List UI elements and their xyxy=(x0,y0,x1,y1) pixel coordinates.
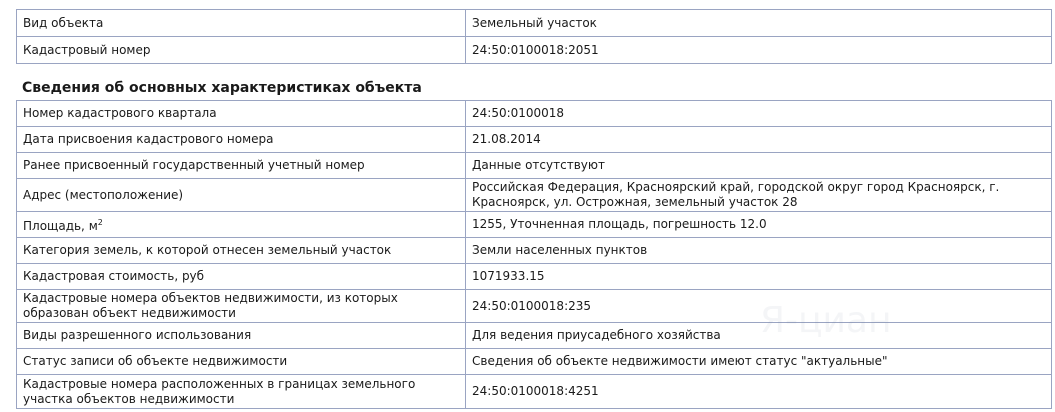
table-row xyxy=(17,212,1052,238)
record-status-label: Статус записи об объекте недвижимости xyxy=(17,349,466,375)
land-category-label: Категория земель, к которой отнесен земельный участок xyxy=(17,238,466,264)
section-title: Сведения об основных характеристиках объекта xyxy=(22,80,422,96)
table-row xyxy=(17,323,1052,349)
area-value: 1255, Уточненная площадь, погрешность 12.0 xyxy=(466,212,1052,238)
area-label-superscript: 2 xyxy=(97,218,103,227)
cadastral-number-value: 24:50:0100018:2051 xyxy=(466,37,1052,64)
cadastral-value-label: Кадастровая стоимость, руб xyxy=(17,264,466,290)
table-row xyxy=(17,101,1052,127)
located-objects-value: 24:50:0100018:4251 xyxy=(466,375,1052,409)
located-objects-label: Кадастровые номера расположенных в границах земельного участка объектов недвижимости xyxy=(17,375,466,409)
assignment-date-label: Дата присвоения кадастрового номера xyxy=(17,127,466,153)
area-label xyxy=(17,212,466,238)
table-row xyxy=(17,375,1052,409)
table-row xyxy=(17,10,1052,37)
address-label: Адрес (местоположение) xyxy=(17,179,466,212)
land-category-value: Земли населенных пунктов xyxy=(466,238,1052,264)
previous-number-label: Ранее присвоенный государственный учетный номер xyxy=(17,153,466,179)
area-label-text: Площадь, м xyxy=(23,219,98,233)
table-row xyxy=(17,290,1052,323)
table-row xyxy=(17,264,1052,290)
record-status-value: Сведения об объекте недвижимости имеют статус "актуальные" xyxy=(466,349,1052,375)
cadastral-number-label: Кадастровый номер xyxy=(17,37,466,64)
assignment-date-value: 21.08.2014 xyxy=(466,127,1052,153)
source-objects-label: Кадастровые номера объектов недвижимости, из которых образован объект недвижимости xyxy=(17,290,466,323)
address-value: Российская Федерация, Красноярский край, городской округ город Красноярск, г. Красноярск, ул. Острожная, земельный участок 28 xyxy=(466,179,1052,212)
table-row xyxy=(17,238,1052,264)
table-row xyxy=(17,127,1052,153)
table-row xyxy=(17,153,1052,179)
object-type-label: Вид объекта xyxy=(17,10,466,37)
previous-number-value: Данные отсутствуют xyxy=(466,153,1052,179)
table-row xyxy=(17,349,1052,375)
table-row xyxy=(17,179,1052,212)
permitted-use-label: Виды разрешенного использования xyxy=(17,323,466,349)
watermark-logo: Я-циан xyxy=(760,300,892,341)
table-row xyxy=(17,37,1052,64)
object-type-value: Земельный участок xyxy=(466,10,1052,37)
quarter-number-value: 24:50:0100018 xyxy=(466,101,1052,127)
permitted-use-value: Для ведения приусадебного хозяйства xyxy=(466,323,1052,349)
object-summary-table xyxy=(16,9,1052,64)
source-objects-value: 24:50:0100018:235 xyxy=(466,290,1052,323)
quarter-number-label: Номер кадастрового квартала xyxy=(17,101,466,127)
object-characteristics-table xyxy=(16,100,1052,409)
cadastral-value-value: 1071933.15 xyxy=(466,264,1052,290)
